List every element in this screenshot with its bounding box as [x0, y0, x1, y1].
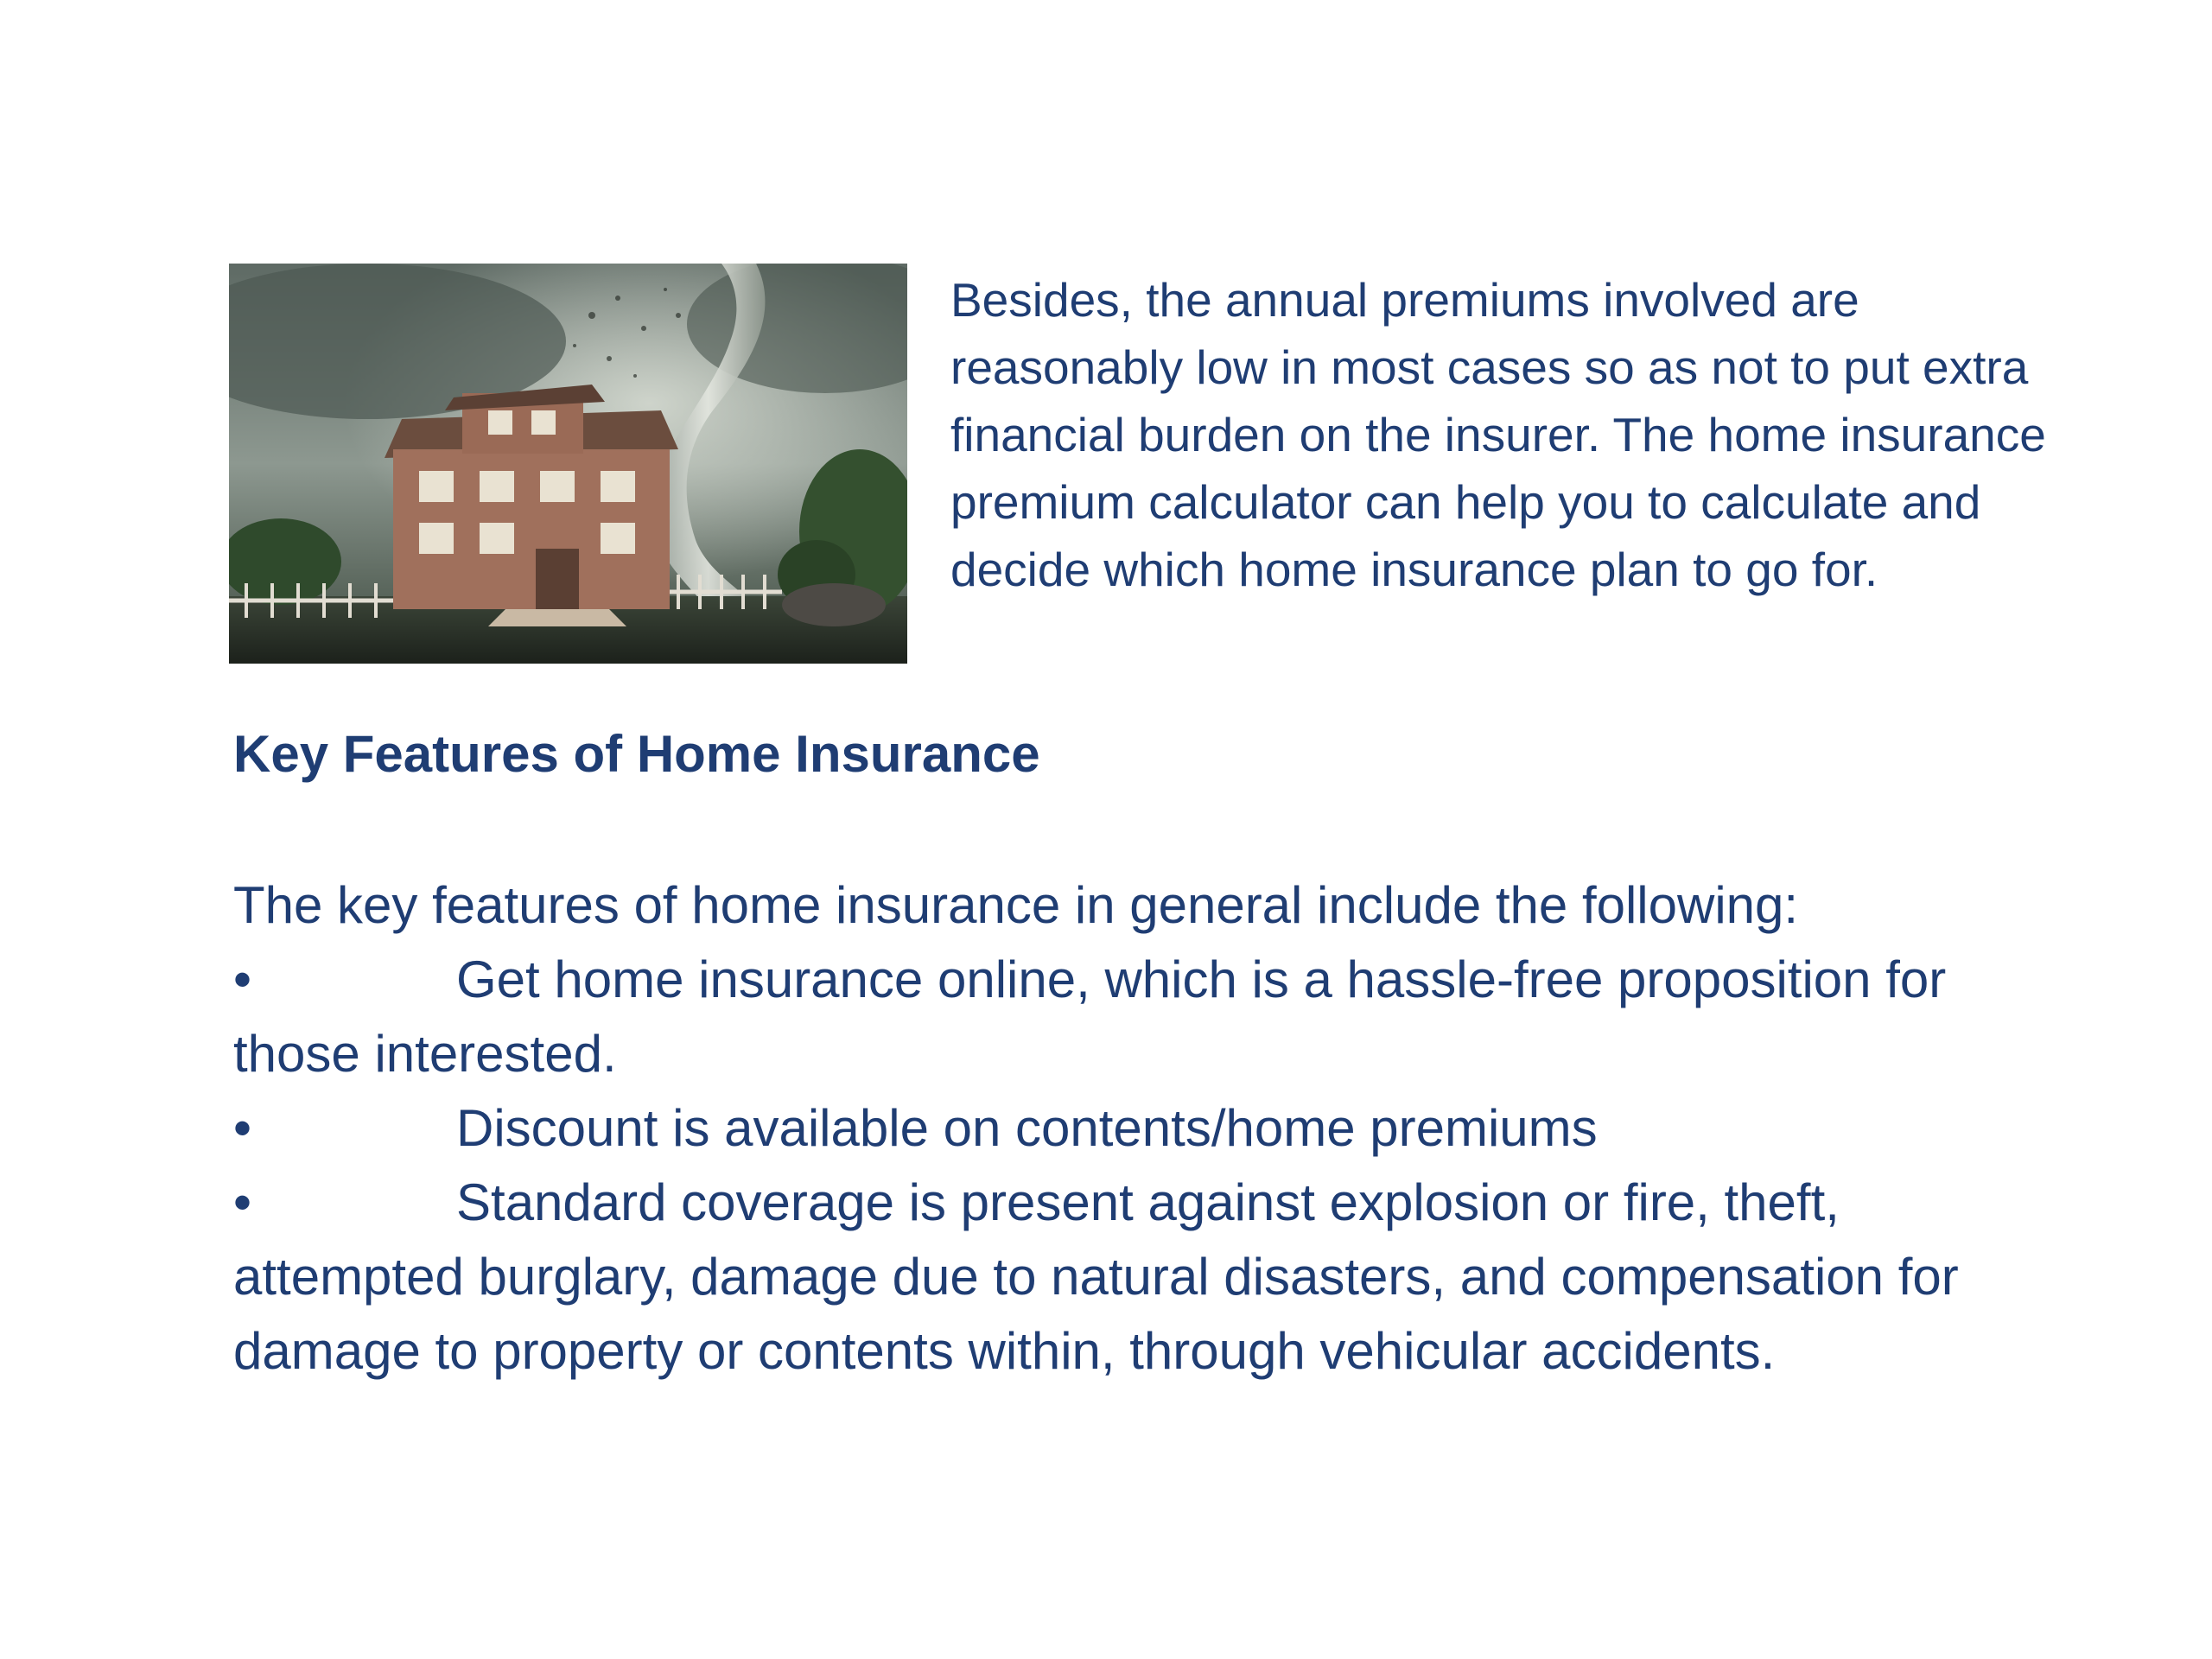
bullet-icon: •	[233, 1173, 252, 1231]
feature-item	[233, 1166, 2039, 1389]
intro-paragraph: Besides, the annual premiums involved are reasonably low in most cases so as not to put extra financial burden on the insurer. The home insurance premium calculator can help you to calculate and decide which home insurance plan to go for.	[950, 273, 2046, 596]
feature-text: Standard coverage is present against explosion or fire, theft, attempted burglary, damage due to natural disasters, and compensation for damage to property or contents within, through vehicular accidents.	[233, 1173, 1959, 1380]
features-lead: The key features of home insurance in general include the following:	[233, 876, 1799, 934]
bullet-icon: •	[233, 1099, 252, 1157]
section-heading: Key Features of Home Insurance	[233, 725, 1040, 783]
features-body	[233, 868, 2039, 1389]
feature-text: Get home insurance online, which is a hassle-free proposition for those interested.	[233, 950, 1947, 1083]
feature-item	[233, 1091, 2039, 1166]
feature-text: Discount is available on contents/home premiums	[456, 1099, 1598, 1157]
feature-item	[233, 943, 2039, 1091]
house-tornado-photo	[229, 264, 907, 664]
bullet-icon: •	[233, 950, 252, 1008]
